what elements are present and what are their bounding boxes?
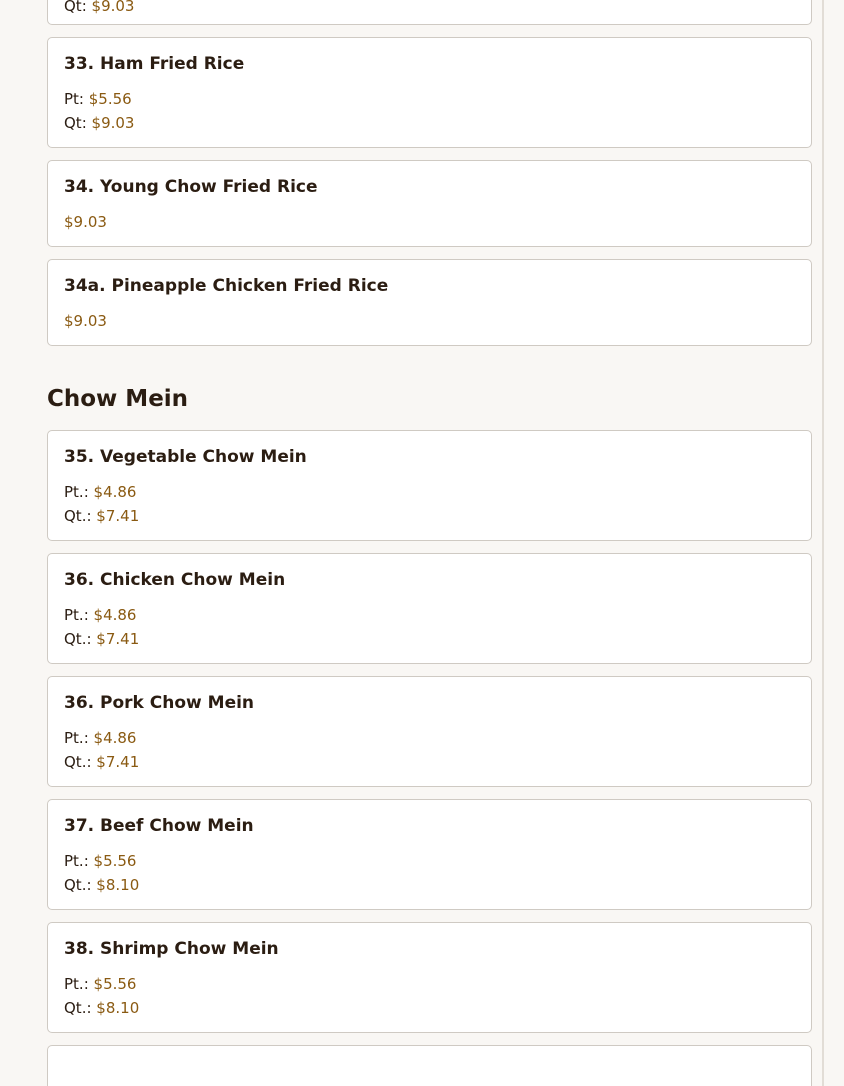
price-value: $4.86: [93, 729, 137, 747]
price-value: $4.86: [93, 483, 137, 501]
menu-item-title: 34. Young Chow Fried Rice: [64, 177, 318, 197]
price-label: Qt:: [64, 0, 87, 15]
price-line-pint: [64, 480, 795, 504]
price-label: Qt.:: [64, 630, 92, 648]
menu-item-card[interactable]: [47, 799, 812, 910]
price-value: $5.56: [93, 975, 137, 993]
menu-item-card[interactable]: [47, 37, 812, 148]
price-label: Qt.:: [64, 753, 92, 771]
price-line-pint: [64, 972, 795, 996]
price-line-quart: [64, 873, 795, 897]
price-value: $5.56: [88, 90, 132, 108]
price-label: Pt.:: [64, 975, 89, 993]
menu-item-title: 36. Pork Chow Mein: [64, 693, 255, 713]
menu-item-title: 36. Chicken Chow Mein: [64, 570, 286, 590]
menu-item-card[interactable]: [47, 553, 812, 664]
price-line-pint: [64, 849, 795, 873]
menu-item-title: 37. Beef Chow Mein: [64, 816, 254, 836]
price-value: $9.03: [64, 312, 107, 330]
menu-item-card[interactable]: [47, 160, 812, 247]
price-line-quart: [64, 750, 795, 774]
price-value: $4.86: [93, 606, 137, 624]
price-label: Pt.:: [64, 483, 89, 501]
menu-item-card[interactable]: [47, 676, 812, 787]
price-label: Qt:: [64, 114, 87, 132]
price-label: Qt.:: [64, 507, 92, 525]
menu-item-title: 35. Vegetable Chow Mein: [64, 447, 307, 467]
price-value: $8.10: [96, 876, 140, 894]
menu-item-card-partial: [47, 0, 812, 25]
price-label: Qt.:: [64, 876, 92, 894]
price-label: Pt.:: [64, 852, 89, 870]
price-line-quart: [64, 111, 795, 135]
price-line: [64, 309, 795, 333]
menu-item-card[interactable]: [47, 430, 812, 541]
price-value: $9.03: [64, 213, 107, 231]
price-line-quart: [64, 504, 795, 528]
price-value: $8.10: [96, 999, 140, 1017]
price-line-quart: [64, 0, 795, 18]
menu-item-title: 34a. Pineapple Chicken Fried Rice: [64, 276, 389, 296]
price-line-pint: [64, 603, 795, 627]
price-line-pint: [64, 87, 795, 111]
menu-content: [47, 0, 812, 1086]
price-line-quart: [64, 996, 795, 1020]
price-label: Pt.:: [64, 606, 89, 624]
price-value: $9.03: [91, 0, 135, 15]
menu-item-card[interactable]: [47, 922, 812, 1033]
price-label: Pt.:: [64, 729, 89, 747]
price-line-quart: [64, 627, 795, 651]
menu-item-title: 38. Shrimp Chow Mein: [64, 939, 279, 959]
price-value: $9.03: [91, 114, 135, 132]
price-value: $7.41: [96, 753, 140, 771]
price-line-pint: [64, 726, 795, 750]
price-value: $5.56: [93, 852, 137, 870]
price-label: Pt:: [64, 90, 84, 108]
price-line: [64, 210, 795, 234]
section-title-chow-mein: Chow Mein: [47, 386, 189, 412]
menu-item-card[interactable]: [47, 259, 812, 346]
price-label: Qt.:: [64, 999, 92, 1017]
price-value: $7.41: [96, 507, 140, 525]
menu-item-card-partial[interactable]: [47, 1045, 812, 1086]
menu-item-title: 33. Ham Fried Rice: [64, 54, 245, 74]
price-value: $7.41: [96, 630, 140, 648]
